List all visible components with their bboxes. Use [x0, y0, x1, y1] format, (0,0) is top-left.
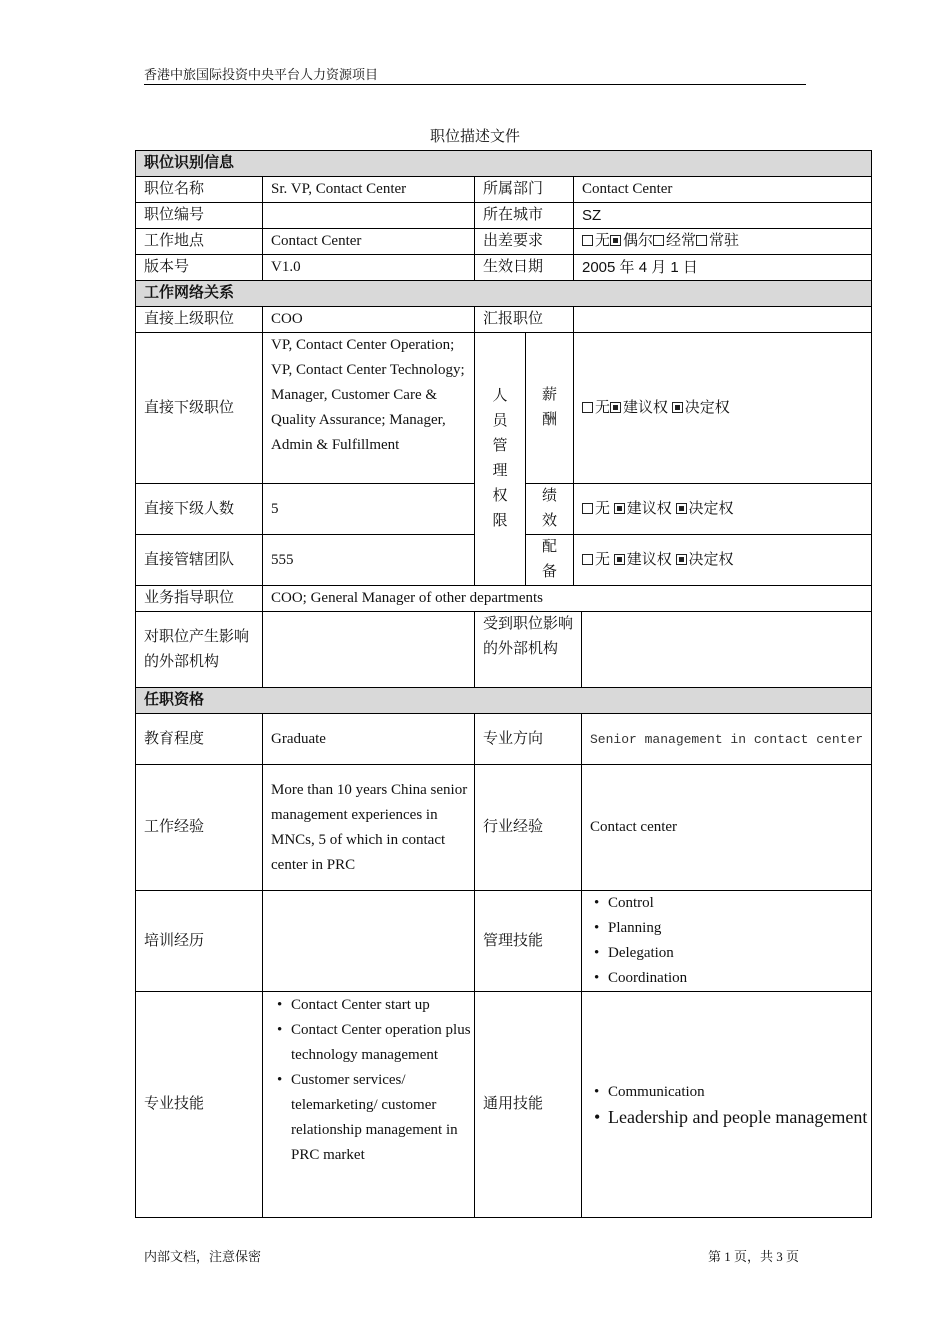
checkbox-checked-icon — [610, 402, 621, 413]
ext-affected-label: 受到职位影响的外部机构 — [475, 612, 582, 688]
list-item: • Customer services/ telemarketing/ customer relationship management in PRC market — [291, 1068, 474, 1168]
travel-label: 出差要求 — [475, 229, 574, 255]
sub-count: 5 — [263, 484, 475, 535]
report-label: 汇报职位 — [475, 307, 574, 333]
ext-affected — [582, 612, 872, 688]
salary-label: 薪 酬 — [526, 333, 574, 484]
travel-options — [574, 229, 872, 255]
position-code — [263, 203, 475, 229]
location-label: 工作地点 — [136, 229, 263, 255]
checkbox-checked-icon — [676, 554, 687, 565]
checkbox-checked-icon — [676, 503, 687, 514]
document-title: 职位描述文件 — [429, 129, 520, 145]
section-qualification: 任职资格 — [136, 688, 872, 714]
list-item: • Contact Center operation plus technology management — [291, 1018, 474, 1068]
experience-label: 工作经验 — [136, 765, 263, 891]
staffing-label: 配 备 — [526, 535, 574, 586]
list-item: • Planning — [608, 916, 871, 941]
training — [263, 891, 475, 992]
checkbox-icon — [582, 235, 593, 246]
effective-label: 生效日期 — [475, 255, 574, 281]
performance-label: 绩 效 — [526, 484, 574, 535]
education: Graduate — [263, 714, 475, 765]
checkbox-icon — [696, 235, 707, 246]
subordinates-label: 直接下级职位 — [136, 333, 263, 484]
checkbox-checked-icon — [672, 402, 683, 413]
pro-skills — [263, 992, 475, 1218]
checkbox-icon — [582, 554, 593, 565]
mgmt-skills — [582, 891, 872, 992]
general-skills-label: 通用技能 — [475, 992, 582, 1218]
version-label: 版本号 — [136, 255, 263, 281]
checkbox-checked-icon — [614, 554, 625, 565]
hr-authority-label: 人 员 管 理 权 限 — [475, 333, 526, 586]
checkbox-checked-icon — [610, 235, 621, 246]
list-item: • Contact Center start up — [291, 993, 474, 1018]
superior: COO — [263, 307, 475, 333]
performance-rights: 无 建议权 决定权 — [574, 484, 872, 535]
section-identity: 职位识别信息 — [136, 151, 872, 177]
list-item: • Leadership and people management — [608, 1105, 871, 1130]
ext-influence-label: 对职位产生影响的外部机构 — [136, 612, 263, 688]
page-header: 香港中旅国际投资中央平台人力资源项目 — [144, 66, 806, 85]
industry-label: 行业经验 — [475, 765, 582, 891]
training-label: 培训经历 — [136, 891, 263, 992]
list-item: • Communication — [608, 1080, 871, 1105]
superior-label: 直接上级职位 — [136, 307, 263, 333]
travel-occasional: 偶尔 — [623, 233, 654, 249]
checkbox-icon — [582, 402, 593, 413]
industry: Contact center — [582, 765, 872, 891]
staffing-rights: 无 建议权 决定权 — [574, 535, 872, 586]
experience: More than 10 years China senior management experiences in MNCs, 5 of which in contact center in PRC — [263, 765, 475, 891]
guidance-label: 业务指导职位 — [136, 586, 263, 612]
major-label: 专业方向 — [475, 714, 582, 765]
effective-date: 2005 年 4 月 1 日 — [574, 255, 872, 281]
travel-resident: 常驻 — [709, 233, 740, 249]
general-skills — [582, 992, 872, 1218]
team: 555 — [263, 535, 475, 586]
travel-often: 经常 — [666, 233, 697, 249]
salary-rights: 无 建议权 决定权 — [574, 333, 872, 484]
checkbox-icon — [653, 235, 664, 246]
subordinates: VP, Contact Center Operation; VP, Contact Center Technology; Manager, Customer Care & Quality Assurance; Manager, Admin & Fulfillment — [263, 333, 475, 484]
job-description-table — [135, 150, 872, 1218]
education-label: 教育程度 — [136, 714, 263, 765]
position-name: Sr. VP, Contact Center — [263, 177, 475, 203]
position-code-label: 职位编号 — [136, 203, 263, 229]
pro-skills-label: 专业技能 — [136, 992, 263, 1218]
checkbox-checked-icon — [614, 503, 625, 514]
ext-influence — [263, 612, 475, 688]
mgmt-skills-label: 管理技能 — [475, 891, 582, 992]
position-name-label: 职位名称 — [136, 177, 263, 203]
section-network: 工作网络关系 — [136, 281, 872, 307]
checkbox-icon — [582, 503, 593, 514]
dept-label: 所属部门 — [475, 177, 574, 203]
guidance: COO; General Manager of other departments — [263, 586, 872, 612]
page-number: 第 1 页，共 3 页 — [708, 1249, 800, 1264]
location: Contact Center — [263, 229, 475, 255]
major: Senior management in contact center — [582, 714, 872, 765]
travel-none: 无 — [595, 233, 611, 249]
city: SZ — [574, 203, 872, 229]
version: V1.0 — [263, 255, 475, 281]
report — [574, 307, 872, 333]
team-label: 直接管辖团队 — [136, 535, 263, 586]
list-item: • Control — [608, 891, 871, 916]
footer-confidential: 内部文档，注意保密 — [144, 1249, 262, 1264]
sub-count-label: 直接下级人数 — [136, 484, 263, 535]
city-label: 所在城市 — [475, 203, 574, 229]
list-item: • Coordination — [608, 966, 871, 991]
dept: Contact Center — [574, 177, 872, 203]
list-item: • Delegation — [608, 941, 871, 966]
